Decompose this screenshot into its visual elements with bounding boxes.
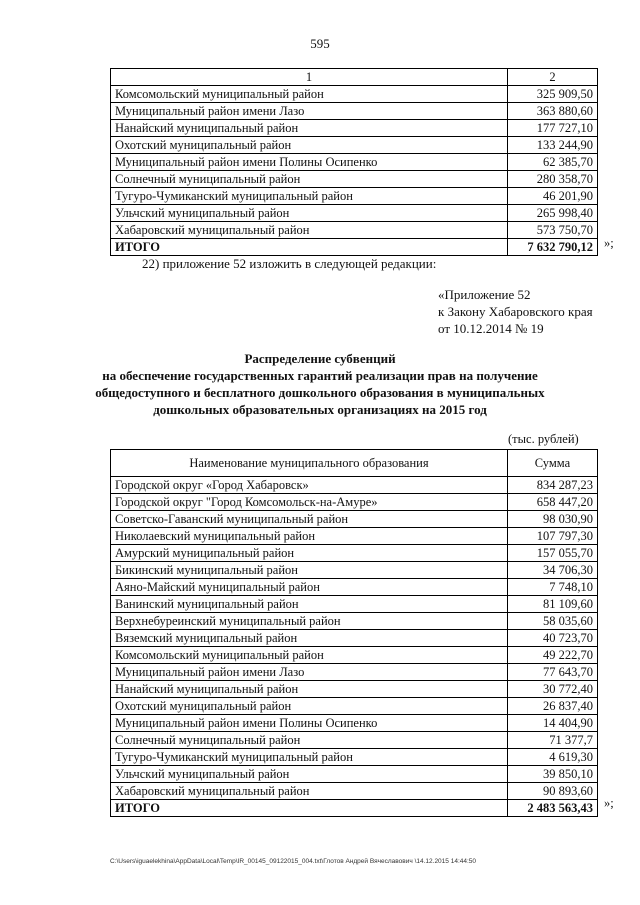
appendix-line-3: от 10.12.2014 № 19 [438, 321, 544, 336]
table-row [111, 715, 598, 732]
column-number-1: 1 [111, 69, 508, 86]
table1-closing-quote: »; [604, 236, 614, 250]
subvention-distribution-table [110, 449, 598, 817]
units-label: (тыс. рублей) [508, 432, 579, 446]
subvention-amount: 90 893,60 [507, 783, 597, 800]
subvention-amount: 280 358,70 [507, 171, 597, 188]
municipality-name: Городской округ "Город Комсомольск-на-Амуре» [111, 494, 508, 511]
table-row [111, 579, 598, 596]
table-row [111, 477, 598, 494]
subvention-amount: 98 030,90 [507, 511, 597, 528]
table2-closing-quote: »; [604, 796, 614, 810]
subvention-amount: 177 727,10 [507, 120, 597, 137]
appendix-line-2: к Закону Хабаровского края [438, 304, 593, 319]
municipality-name: Городской округ «Город Хабаровск» [111, 477, 508, 494]
table-header-row [111, 69, 598, 86]
municipality-name: Муниципальный район имени Лазо [111, 103, 508, 120]
subvention-amount: 71 377,7 [507, 732, 597, 749]
municipality-name: Ульчский муниципальный район [111, 766, 508, 783]
table-row [111, 171, 598, 188]
header-municipality: Наименование муниципального образования [111, 450, 508, 477]
table-row [111, 664, 598, 681]
subvention-amount: 77 643,70 [507, 664, 597, 681]
subvention-amount: 40 723,70 [507, 630, 597, 647]
title-line-2: на обеспечение государственных гарантий реализации прав на получение [102, 368, 538, 383]
table-row [111, 511, 598, 528]
title-line-3: общедоступного и бесплатного дошкольного образования в муниципальных [95, 385, 545, 400]
municipality-name: Охотский муниципальный район [111, 137, 508, 154]
municipality-name: Советско-Гаванский муниципальный район [111, 511, 508, 528]
total-row [111, 800, 598, 817]
header-sum: Сумма [507, 450, 597, 477]
subvention-amount: 34 706,30 [507, 562, 597, 579]
appendix-line-1: «Приложение 52 [438, 287, 531, 302]
column-number-2: 2 [507, 69, 597, 86]
subvention-amount: 157 055,70 [507, 545, 597, 562]
table-row [111, 154, 598, 171]
subvention-amount: 834 287,23 [507, 477, 597, 494]
table-row [111, 698, 598, 715]
municipality-name: Бикинский муниципальный район [111, 562, 508, 579]
total-value: 2 483 563,43 [507, 800, 597, 817]
amendment-paragraph: 22) приложение 52 изложить в следующей редакции: [142, 256, 437, 271]
title-line-4: дошкольных образовательных организациях на 2015 год [153, 402, 487, 417]
municipality-name: Ванинский муниципальный район [111, 596, 508, 613]
page-number: 595 [310, 36, 330, 51]
municipality-name: Аяно-Майский муниципальный район [111, 579, 508, 596]
subvention-amount: 573 750,70 [507, 222, 597, 239]
subvention-amount: 26 837,40 [507, 698, 597, 715]
table-row [111, 630, 598, 647]
table-row [111, 103, 598, 120]
municipality-name: Солнечный муниципальный район [111, 732, 508, 749]
total-label: ИТОГО [111, 239, 508, 256]
municipality-name: Солнечный муниципальный район [111, 171, 508, 188]
table-row [111, 647, 598, 664]
municipality-name: Хабаровский муниципальный район [111, 783, 508, 800]
subvention-amount: 325 909,50 [507, 86, 597, 103]
municipality-name: Тугуро-Чумиканский муниципальный район [111, 749, 508, 766]
table-row [111, 137, 598, 154]
subvention-amount: 30 772,40 [507, 681, 597, 698]
table-row [111, 749, 598, 766]
table-row [111, 205, 598, 222]
table-header-row [111, 450, 598, 477]
table-row [111, 86, 598, 103]
municipality-name: Ульчский муниципальный район [111, 205, 508, 222]
appendix-header [438, 286, 593, 337]
table-row [111, 681, 598, 698]
subvention-amount: 58 035,60 [507, 613, 597, 630]
table-row [111, 494, 598, 511]
municipality-name: Амурский муниципальный район [111, 545, 508, 562]
total-value: 7 632 790,12 [507, 239, 597, 256]
table-row [111, 562, 598, 579]
subvention-amount: 133 244,90 [507, 137, 597, 154]
total-row [111, 239, 598, 256]
table-row [111, 596, 598, 613]
municipality-name: Муниципальный район имени Полины Осипенко [111, 154, 508, 171]
municipality-name: Муниципальный район имени Лазо [111, 664, 508, 681]
table-row [111, 766, 598, 783]
subvention-amount: 81 109,60 [507, 596, 597, 613]
municipality-name: Вяземский муниципальный район [111, 630, 508, 647]
subvention-amount: 658 447,20 [507, 494, 597, 511]
subvention-amount: 46 201,90 [507, 188, 597, 205]
subvention-amount: 363 880,60 [507, 103, 597, 120]
subvention-table-continued [110, 68, 598, 256]
subvention-amount: 62 385,70 [507, 154, 597, 171]
table-row [111, 528, 598, 545]
table-row [111, 120, 598, 137]
file-path-footer: C:\Users\iguaelekhina\AppData\Local\Temp\IR_00145_09122015_004.txt\Глотов Андрей Вячеславович \14.12.2015 14:44:50 [110, 858, 477, 865]
subvention-amount: 49 222,70 [507, 647, 597, 664]
municipality-name: Николаевский муниципальный район [111, 528, 508, 545]
document-title [80, 350, 560, 418]
municipality-name: Муниципальный район имени Полины Осипенко [111, 715, 508, 732]
table-row [111, 188, 598, 205]
municipality-name: Охотский муниципальный район [111, 698, 508, 715]
table-row [111, 783, 598, 800]
subvention-amount: 265 998,40 [507, 205, 597, 222]
table-row [111, 613, 598, 630]
municipality-name: Хабаровский муниципальный район [111, 222, 508, 239]
table-row [111, 732, 598, 749]
municipality-name: Нанайский муниципальный район [111, 120, 508, 137]
title-line-1: Распределение субвенций [244, 351, 396, 366]
subvention-amount: 7 748,10 [507, 579, 597, 596]
subvention-amount: 4 619,30 [507, 749, 597, 766]
municipality-name: Комсомольский муниципальный район [111, 647, 508, 664]
subvention-amount: 14 404,90 [507, 715, 597, 732]
table-row [111, 545, 598, 562]
municipality-name: Тугуро-Чумиканский муниципальный район [111, 188, 508, 205]
total-label: ИТОГО [111, 800, 508, 817]
subvention-amount: 39 850,10 [507, 766, 597, 783]
municipality-name: Верхнебуреинский муниципальный район [111, 613, 508, 630]
municipality-name: Нанайский муниципальный район [111, 681, 508, 698]
municipality-name: Комсомольский муниципальный район [111, 86, 508, 103]
table-row [111, 222, 598, 239]
subvention-amount: 107 797,30 [507, 528, 597, 545]
